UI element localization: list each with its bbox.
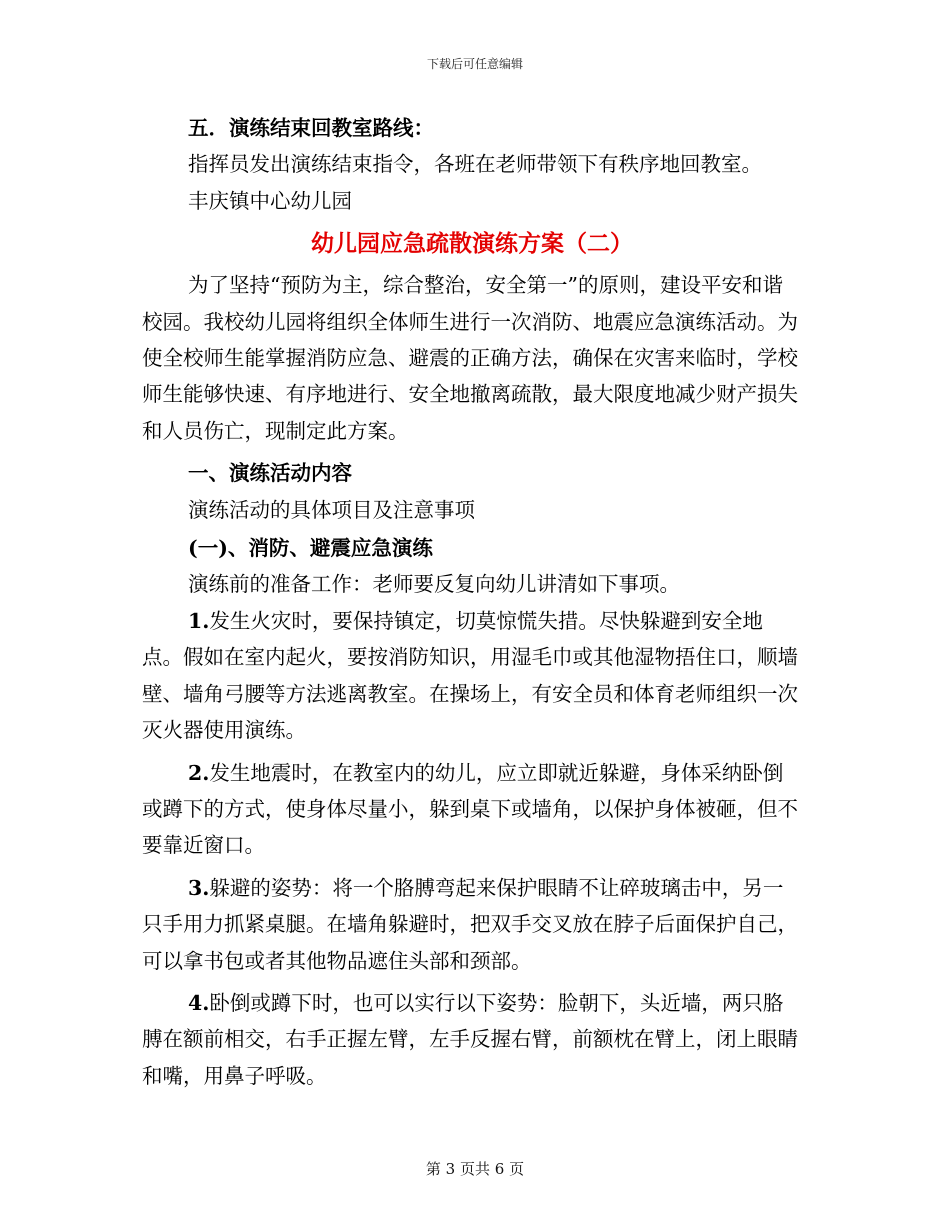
part1-subheading: (一)、消防、避震应急演练 — [188, 536, 433, 561]
document-body — [142, 108, 802, 1094]
page-header: 下载后可任意编辑 — [426, 57, 523, 71]
part1-subtitle: 演练活动的具体项目及注意事项 — [188, 497, 475, 522]
section5-text: 指挥员发出演练结束指令，各班在老师带领下有秩序地回教室。 — [188, 152, 762, 177]
part1-prep: 演练前的准备工作：老师要反复向幼儿讲清如下事项。 — [188, 572, 680, 597]
item-number: 4. — [188, 990, 210, 1015]
part1-heading: 一、演练活动内容 — [188, 461, 352, 486]
item-text: 发生火灾时，要保持镇定，切莫惊慌失措。尽快躲避到安全地点。假如在室内起火，要按消防知识，用湿毛巾或其他湿物捂住口，顺墙壁、墙角弓腰等方法逃离教室。在操场上，有安全员和体育老师组织一次灭火器使用演练。 — [142, 608, 798, 743]
section5-heading: 五．演练结束回教室路线： — [188, 116, 434, 140]
list-item — [142, 985, 802, 1094]
intro-paragraph: 为了坚持“预防为主，综合整治，安全第一”的原则，建设平安和谐校园。我校幼儿园将组织全体师生进行一次消防、地震应急演练活动。为使全校师生能掌握消防应急、避震的正确方法，确保在灾害来临时，学校师生能够快速、有序地进行、安全地撤离疏散，最大限度地减少财产损失和人员伤亡，现制定此方案。 — [142, 273, 798, 443]
page-footer: 第 3 页共 6 页 — [425, 1160, 525, 1178]
item-number: 1. — [188, 608, 210, 633]
item-number: 2. — [188, 760, 210, 785]
document-title: 幼儿园应急疏散演练方案（二） — [311, 230, 633, 258]
item-number: 3. — [188, 875, 210, 900]
list-item — [142, 755, 802, 864]
list-item — [142, 870, 802, 979]
item-text: 卧倒或蹲下时，也可以实行以下姿势：脸朝下，头近墙，两只胳膊在额前相交，右手正握左臂，左手反握右臂，前额枕在臂上，闭上眼睛和嘴，用鼻子呼吸。 — [142, 990, 798, 1088]
item-text: 躲避的姿势：将一个胳膊弯起来保护眼睛不让碎玻璃击中，另一只手用力抓紧桌腿。在墙角躲避时，把双手交叉放在脖子后面保护自己，可以拿书包或者其他物品遮住头部和颈部。 — [142, 875, 798, 973]
section5-signature: 丰庆镇中心幼儿园 — [188, 188, 352, 213]
item-text: 发生地震时，在教室内的幼儿，应立即就近躲避，身体采纳卧倒或蹲下的方式，使身体尽量小，躲到桌下或墙角，以保护身体被砸，但不要靠近窗口。 — [142, 760, 798, 858]
list-item — [142, 603, 802, 749]
